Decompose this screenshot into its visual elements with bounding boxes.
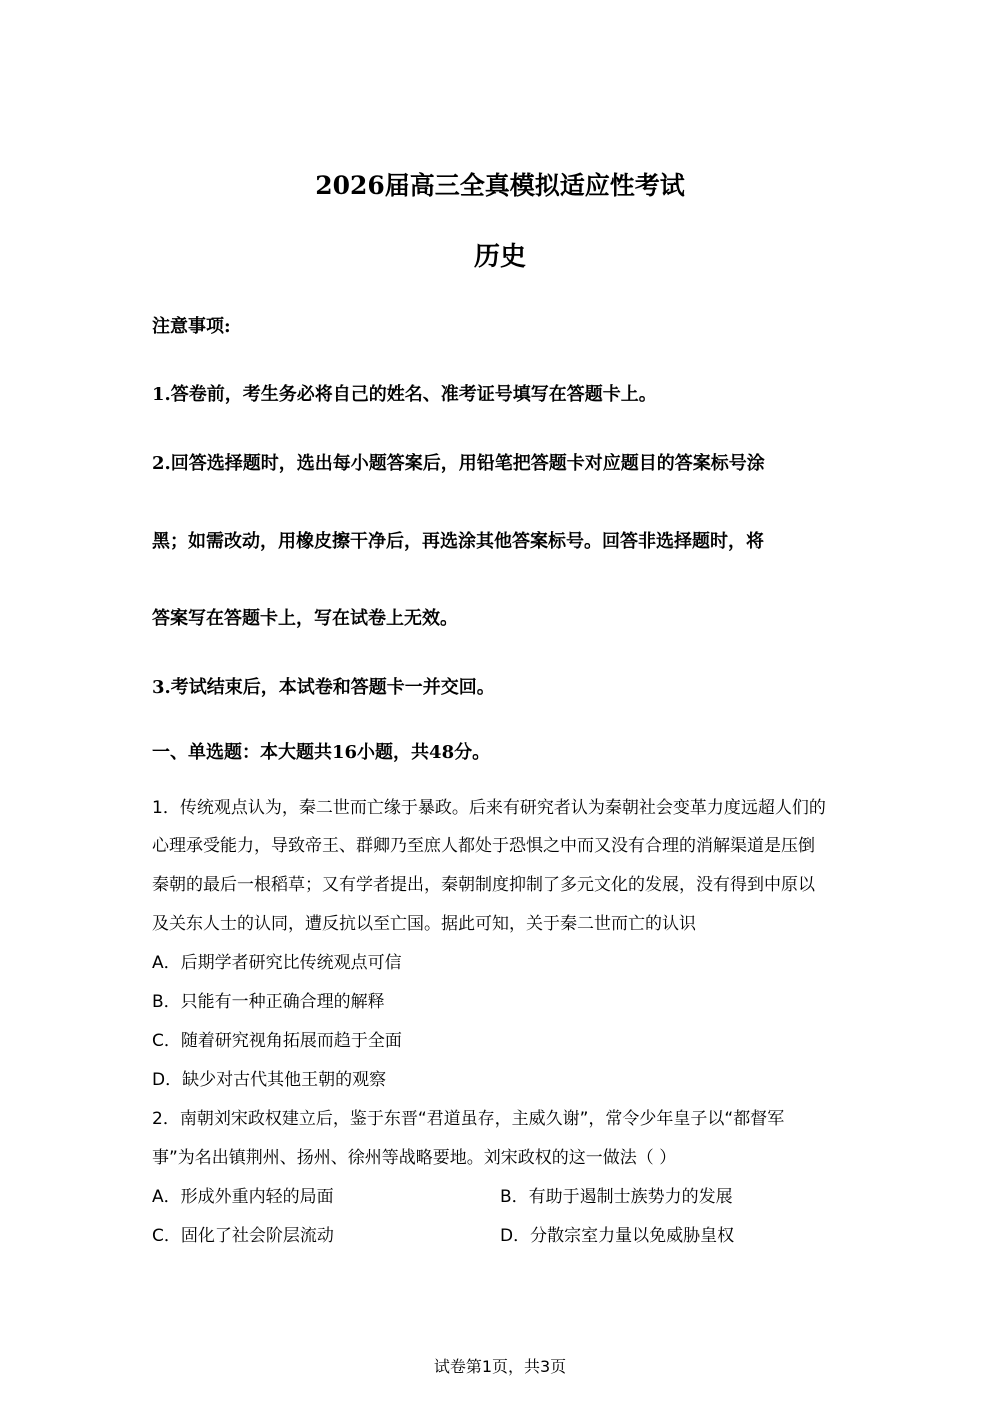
question-1-option-a: A．后期学者研究比传统观点可信: [152, 953, 402, 973]
exam-title: 2026届高三全真模拟适应性考试: [315, 171, 685, 200]
page-footer: 试卷第1页，共3页: [433, 1357, 567, 1376]
question-2-line-1: 2．南朝刘宋政权建立后，鉴于东晋“君道虽存，主威久谢”，常令少年皇子以“都督军: [152, 1109, 785, 1129]
question-1-option-d: D．缺少对古代其他王朝的观察: [152, 1070, 387, 1090]
question-1-option-b: B．只能有一种正确合理的解释: [152, 992, 385, 1012]
question-1-line-2: 心理承受能力，导致帝王、群卿乃至庶人都处于恐惧之中而又没有合理的消解渠道是压倒: [152, 836, 815, 856]
question-1-line-3: 秦朝的最后一根稻草；又有学者提出，秦朝制度抑制了多元文化的发展，没有得到中原以: [152, 875, 815, 895]
notice-heading: 注意事项:: [152, 316, 231, 337]
notice-item-2-line-3: 答案写在答题卡上，写在试卷上无效。: [152, 608, 458, 629]
question-2-option-d: D．分散宗室力量以免威胁皇权: [500, 1226, 735, 1246]
question-2-option-b: B．有助于遏制士族势力的发展: [500, 1187, 733, 1207]
question-1-line-4: 及关东人士的认同，遭反抗以至亡国。据此可知，关于秦二世而亡的认识: [152, 914, 696, 934]
question-1-line-1: 1．传统观点认为，秦二世而亡缘于暴政。后来有研究者认为秦朝社会变革力度远超人们的: [152, 798, 826, 818]
notice-item-2-line-2: 黑；如需改动，用橡皮擦干净后，再选涂其他答案标号。回答非选择题时，将: [152, 531, 764, 552]
section-heading: 一、单选题：本大题共16小题，共48分。: [152, 742, 491, 763]
notice-item-3: 3.考试结束后，本试卷和答题卡一并交回。: [152, 677, 495, 698]
question-2-line-2: 事”为名出镇荆州、扬州、徐州等战略要地。刘宋政权的这一做法（ ）: [152, 1148, 677, 1168]
question-2-option-c: C．固化了社会阶层流动: [152, 1226, 334, 1246]
notice-item-1: 1.答卷前，考生务必将自己的姓名、准考证号填写在答题卡上。: [152, 384, 657, 405]
notice-item-2-line-1: 2.回答选择题时，选出每小题答案后，用铅笔把答题卡对应题目的答案标号涂: [152, 453, 765, 474]
subject-title: 历史: [473, 242, 526, 272]
question-1-option-c: C．随着研究视角拓展而趋于全面: [152, 1031, 402, 1051]
question-2-option-a: A．形成外重内轻的局面: [152, 1187, 334, 1207]
